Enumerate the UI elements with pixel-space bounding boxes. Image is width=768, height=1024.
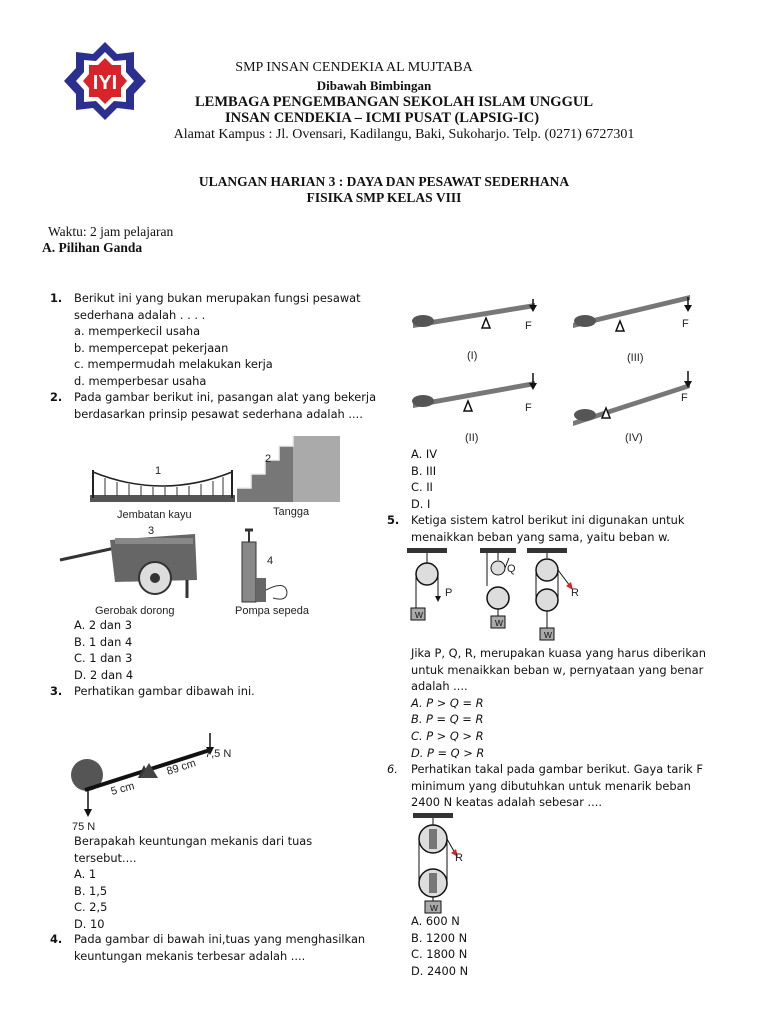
pump-number: 4 <box>267 555 274 567</box>
force-label: F <box>525 320 532 332</box>
lever-label-I: (I) <box>467 350 478 362</box>
question-text: Pada gambar di bawah ini,tuas yang menghasilkan <box>74 932 366 946</box>
question-number: 4. <box>50 932 63 946</box>
weight-label: w <box>430 902 438 914</box>
question-text: Perhatikan gambar dibawah ini. <box>74 684 255 698</box>
answer-option[interactable]: B. III <box>411 463 437 478</box>
answer-option[interactable]: B. P = Q = R <box>411 712 484 727</box>
question-2-options <box>74 617 374 683</box>
lever-IV <box>573 371 692 426</box>
lever-label-III: (III) <box>627 352 644 364</box>
answer-option[interactable]: C. 1800 N <box>411 947 468 962</box>
answer-option[interactable]: d. memperbesar usaha <box>74 373 207 388</box>
question-text: sederhana adalah . . . . <box>74 307 206 322</box>
answer-option[interactable]: c. mempermudah melakukan kerja <box>74 357 273 372</box>
question-6 <box>387 761 731 811</box>
answer-option[interactable]: C. 2,5 <box>74 900 108 915</box>
answer-option[interactable]: B. 1 dan 4 <box>74 634 133 649</box>
question-text: 2400 N keatas adalah sebesar .... <box>411 795 602 810</box>
question-text: Ketiga sistem katrol berikut ini digunakan untuk <box>411 513 685 527</box>
lever-label-IV: (IV) <box>625 432 643 444</box>
answer-option[interactable]: D. 2 dan 4 <box>74 667 134 682</box>
question-text: Pada gambar berikut ini, pasangan alat yang bekerja <box>74 390 377 404</box>
cart-caption: Gerobak dorong <box>95 605 175 617</box>
stairs-illustration <box>237 436 340 502</box>
lever-II <box>412 373 537 411</box>
weight-label: w <box>415 609 423 621</box>
question-1 <box>50 290 374 390</box>
answer-option[interactable]: D. 10 <box>74 916 105 931</box>
answer-option[interactable]: A. 1 <box>74 867 97 882</box>
question-5-text <box>411 645 731 761</box>
answer-option[interactable]: C. 1 dan 3 <box>74 651 133 666</box>
answer-option[interactable]: A. P > Q = R <box>411 695 484 710</box>
question-number: 3. <box>50 684 63 698</box>
answer-option[interactable]: a. memperkecil usaha <box>74 324 201 339</box>
answer-option[interactable]: B. 1200 N <box>411 930 468 945</box>
weight-label: w <box>544 629 552 641</box>
answer-option[interactable]: b. mempercepat pekerjaan <box>74 340 229 355</box>
answer-option[interactable]: C. II <box>411 480 433 495</box>
q6-block-tackle-figure <box>405 811 485 916</box>
bridge-number: 1 <box>155 465 162 477</box>
pump-caption: Pompa sepeda <box>235 605 309 617</box>
force-label: F <box>525 402 532 414</box>
question-text: tersebut.... <box>74 850 137 865</box>
answer-option[interactable]: D. 2400 N <box>411 963 469 978</box>
exam-subtitle: FISIKA SMP KELAS VIII <box>306 190 462 205</box>
arm-long-label: 89 cm <box>165 757 198 778</box>
force-label: F <box>682 318 689 330</box>
q2-figure <box>55 430 355 620</box>
question-2 <box>50 389 377 422</box>
answer-option[interactable]: D. I <box>411 496 431 511</box>
question-text: berdasarkan prinsip pesawat sederhana adalah .... <box>74 406 363 421</box>
question-text: Berikut ini yang bukan merupakan fungsi pesawat <box>74 291 361 305</box>
question-3-text <box>74 833 374 933</box>
answer-option[interactable]: A. IV <box>411 447 437 461</box>
force-label-R: R <box>571 587 579 599</box>
logo-letters: IYI <box>92 72 118 94</box>
q5-pulleys-figure <box>405 546 605 646</box>
question-text: Jika P, Q, R, merupakan kuasa yang harus diberikan <box>411 646 706 660</box>
answer-option[interactable]: C. P > Q > R <box>411 728 484 743</box>
question-text: menaikkan beban yang sama, yaitu beban w. <box>411 529 670 544</box>
answer-option[interactable]: A. 600 N <box>411 914 460 928</box>
bridge-illustration <box>90 470 235 502</box>
question-number: 1. <box>50 291 63 305</box>
lever-III <box>573 295 692 331</box>
q3-lever-figure <box>60 735 260 833</box>
question-number: 2. <box>50 390 63 404</box>
question-5 <box>387 512 731 545</box>
question-4-options <box>411 446 711 512</box>
campus-address: Alamat Kampus : Jl. Ovensari, Kadilangu, Baki, Sukoharjo. Telp. (0271) 6727301 <box>173 127 635 142</box>
q4-levers-figure <box>405 293 705 448</box>
question-text: adalah .... <box>411 679 468 694</box>
answer-option[interactable]: B. 1,5 <box>74 883 108 898</box>
cart-illustration <box>60 534 197 598</box>
lever-I <box>412 299 537 328</box>
question-text: Berapakah keuntungan mekanis dari tuas <box>74 834 313 848</box>
question-text: Perhatikan takal pada gambar berikut. Gaya tarik F <box>411 762 703 776</box>
question-number: 5. <box>387 513 400 527</box>
arm-short-label: 5 cm <box>109 780 136 798</box>
force-label-R: R <box>455 852 463 864</box>
force-label-Q: Q <box>507 563 516 575</box>
question-text: minimum yang dibutuhkan untuk menarik beban <box>411 778 691 793</box>
question-text: keuntungan mekanis terbesar adalah .... <box>74 948 306 963</box>
question-number: 6. <box>387 762 398 776</box>
stairs-number: 2 <box>265 453 272 465</box>
force-label: F <box>681 392 688 404</box>
time-allotment: Waktu: 2 jam pelajaran <box>48 224 174 239</box>
institution-name: LEMBAGA PENGEMBANGAN SEKOLAH ISLAM UNGGUL <box>195 94 593 110</box>
lever-label-II: (II) <box>465 432 479 444</box>
question-text: untuk menaikkan beban w, pernyataan yang benar <box>411 662 704 677</box>
weight-label: w <box>495 617 503 629</box>
load-label: 75 N <box>72 821 96 833</box>
section-heading: A. Pilihan Ganda <box>42 240 143 255</box>
question-4 <box>50 931 384 964</box>
exam-title: ULANGAN HARIAN 3 : DAYA DAN PESAWAT SEDERHANA <box>198 174 570 189</box>
supervision-label: Dibawah Bimbingan <box>316 78 432 93</box>
answer-option[interactable]: A. 2 dan 3 <box>74 618 132 632</box>
school-name: SMP INSAN CENDEKIA AL MUJTABA <box>235 60 473 75</box>
answer-option[interactable]: D. P = Q > R <box>411 745 485 760</box>
institution-subname: INSAN CENDEKIA – ICMI PUSAT (LAPSIG-IC) <box>224 110 540 126</box>
pump-illustration <box>242 530 287 602</box>
bridge-caption: Jembatan kayu <box>117 509 192 521</box>
force-label: 7,5 N <box>205 748 232 760</box>
stairs-caption: Tangga <box>273 506 310 518</box>
question-6-options <box>411 913 711 979</box>
force-label-P: P <box>445 587 453 599</box>
cart-number: 3 <box>148 525 155 537</box>
question-3 <box>50 683 374 700</box>
